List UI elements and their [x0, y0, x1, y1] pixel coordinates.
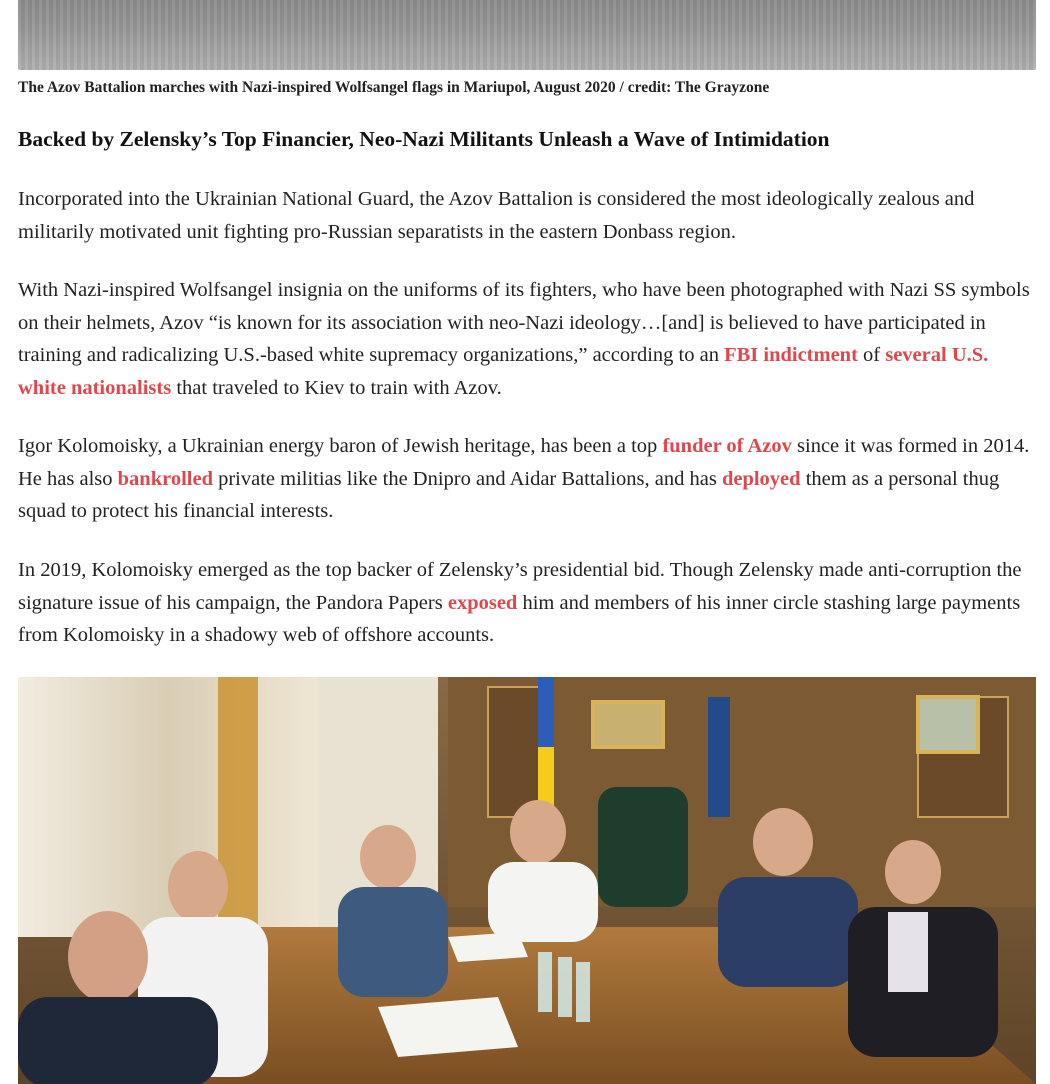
- paragraph-4-text-a: In 2019, Kolomoisky emerged as the top backer of Zelensky’s presidential bid. Though Zelensky made anti-corruption the signature issue of his campaign, the Pandora Papers: [18, 559, 1022, 614]
- paragraph-3-text-b: since it was formed in 2014. He has also: [18, 435, 1030, 490]
- paragraph-1-text: Incorporated into the Ukrainian National Guard, the Azov Battalion is considered the most ideologically zealous and militarily motivated unit fighting pro-Russian separatists in the eastern Donbass region.: [18, 188, 975, 243]
- paragraph-2-text-c: that traveled to Kiev to train with Azov.: [171, 377, 502, 400]
- paragraph-4: [18, 554, 1034, 652]
- paragraph-3: [18, 430, 1034, 528]
- paragraph-4-text-b: him and members of his inner circle stashing large payments from Kolomoisky in a shadowy web of offshore accounts.: [18, 591, 1021, 647]
- paragraph-2-text-a: With Nazi-inspired Wolfsangel insignia on the uniforms of its fighters, who have been photographed with Nazi SS symbols on their helmets, Azov “is known for its association with neo-Nazi ideology…[and] is believed to have participated in training and radicalizing U.S.-based white supremacy organizations,” according to an: [18, 279, 1030, 367]
- paragraph-2-text-b: of: [857, 344, 886, 367]
- funder-of-azov-link[interactable]: funder of Azov: [662, 435, 792, 457]
- meeting-photo-illustration: [18, 677, 1036, 1084]
- section-heading: Backed by Zelensky’s Top Financier, Neo-Nazi Militants Unleash a Wave of Intimidation: [18, 127, 830, 151]
- deployed-link[interactable]: deployed: [721, 467, 801, 490]
- paragraph-3-text-c: private militias like the Dnipro and Aidar Battalions, and has: [212, 467, 722, 490]
- photo-caption: The Azov Battalion marches with Nazi-inspired Wolfsangel flags in Mariupol, August 2020 / credit: The Grayzone: [18, 79, 770, 96]
- azov-march-photo: [18, 0, 1036, 70]
- fbi-indictment-link[interactable]: FBI indictment: [724, 344, 858, 367]
- paragraph-2: [18, 274, 1034, 405]
- bankrolled-link[interactable]: bankrolled: [117, 467, 213, 490]
- white-nationalists-link[interactable]: several U.S. white nationalists: [18, 344, 989, 400]
- meeting-photo: [18, 677, 1036, 1084]
- paragraph-1: [18, 183, 1034, 248]
- paragraph-3-text-d: them as a personal thug squad to protect his financial interests.: [18, 467, 1000, 523]
- exposed-link[interactable]: exposed: [447, 591, 518, 614]
- paragraph-3-text-a: Igor Kolomoisky, a Ukrainian energy baron of Jewish heritage, has been a top: [18, 435, 663, 457]
